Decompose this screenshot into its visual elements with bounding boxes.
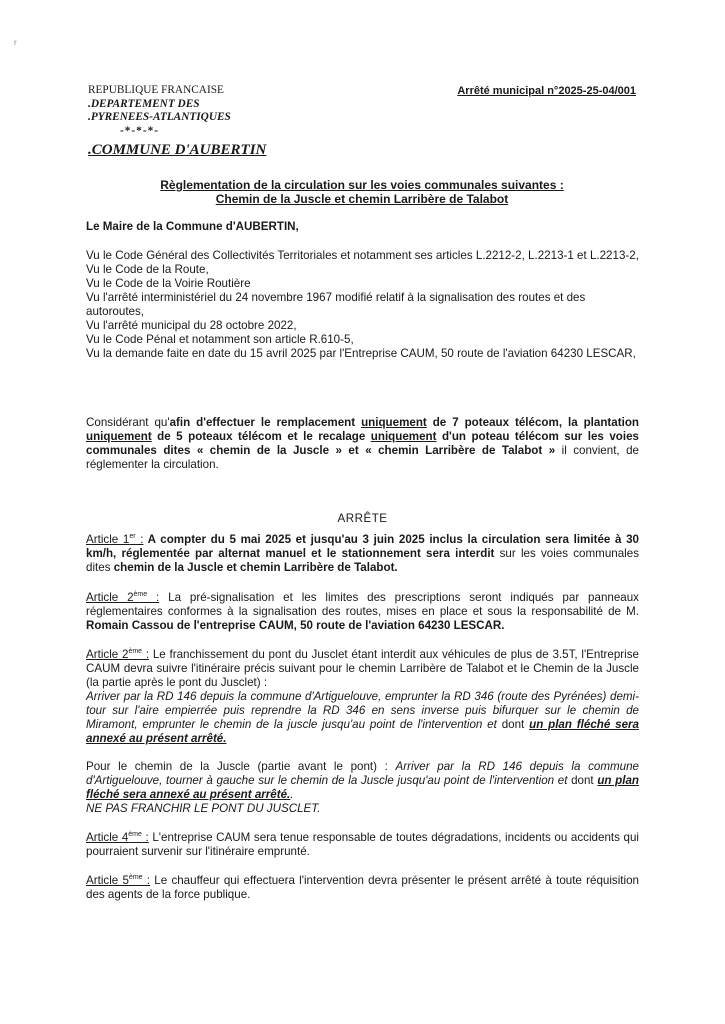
article-1: Article 1er : A compter du 5 mai 2025 et jusqu'au 3 juin 2025 inclus la circulation sera limitée à 30 km/h, réglementée par alternat manuel et le stationnement sera interdit sur les voies communales dites chemin de la Juscle et chemin Larribère de Talabot. bbox=[86, 533, 639, 574]
article-label: Article 1er : bbox=[86, 533, 144, 546]
article-5: Article 5ème : Le chauffeur qui effectuera l'intervention devra présenter le présent arrêté à toute réquisition des agents de la force publique. bbox=[86, 874, 639, 901]
article-label: Article 2ème : bbox=[86, 591, 160, 604]
header-department: .DEPARTEMENT DES bbox=[88, 97, 200, 110]
vu-item: Vu l'arrêté municipal du 28 octobre 2022, bbox=[86, 319, 297, 332]
bridge-warning: NE PAS FRANCHIR LE PONT DU JUSCLET. bbox=[86, 802, 321, 815]
vu-item: Vu le Code de la Route, bbox=[86, 263, 209, 276]
header-republic: REPUBLIQUE FRANCAISE bbox=[88, 84, 224, 96]
header-separator: -*-*-*- bbox=[120, 124, 159, 137]
vu-item: Vu le Code Général des Collectivités Territoriales et notamment ses articles L.2212-2, L.2213-1 et L.2213-2, bbox=[86, 249, 639, 262]
maire-heading: Le Maire de la Commune d'AUBERTIN, bbox=[86, 220, 299, 233]
article-label: Article 5ème : bbox=[86, 874, 151, 887]
corner-mark: r bbox=[14, 38, 17, 47]
title-line-2: Chemin de la Juscle et chemin Larribère de Talabot bbox=[215, 192, 509, 206]
vu-list bbox=[86, 249, 639, 361]
article-3-route: Arriver par la RD 146 depuis la commune d'Artiguelouve, emprunter la RD 346 (route des Pyrénées) demi-tour sur l'aire empierrée puis reprendre la RD 346 en sens inverse puis bifurquer sur le chemin de Miramont, emprunter le chemin de la juscle jusqu'au point de l'intervention et dont un plan fléché sera annexé au présent arrêté. bbox=[86, 690, 639, 745]
arrete-heading: ARRÊTE bbox=[337, 512, 388, 525]
article-3-juscle-route: Pour le chemin de la Juscle (partie avant le pont) : Arriver par la RD 146 depuis la commune d'Artiguelouve, tourner à gauche sur le chemin de la Juscle jusqu'au point de l'intervention et dont un plan fléché sera annexé au présent arrêté.. bbox=[86, 760, 639, 801]
article-2: Article 2ème : La pré-signalisation et les limites des prescriptions seront indiqués par panneaux réglementaires conformes à la signalisation des routes, mises en place et sous la responsabilité de M. Romain Cassou de l'entreprise CAUM, 50 route de l'aviation 64230 LESCAR. bbox=[86, 591, 639, 632]
article-3-continued bbox=[86, 760, 639, 816]
decree-reference: Arrêté municipal n°2025-25-04/001 bbox=[457, 85, 636, 97]
header-region: .PYRENEES-ATLANTIQUES bbox=[88, 111, 231, 123]
article-label: Article 4ème : bbox=[86, 831, 149, 844]
article-4: Article 4ème : L'entreprise CAUM sera tenue responsable de toutes dégradations, incidents ou accidents qui pourraient survenir sur l'itinéraire emprunté. bbox=[86, 831, 639, 858]
document-title bbox=[60, 178, 664, 206]
article-label: Article 2ème : bbox=[86, 648, 150, 661]
article-3-intro: Article 2ème : Le franchissement du pont du Jusclet étant interdit aux véhicules de plus de 3.5T, l'Entreprise CAUM devra suivre l'itinéraire précis suivant pour le chemin Larribère de Talabot et le Chemin de la Juscle (la partie après le pont du Jusclet) : bbox=[86, 648, 639, 689]
considerant-paragraph: Considérant qu'afin d'effectuer le remplacement uniquement de 7 poteaux télécom, la plantation uniquement de 5 poteaux télécom et le recalage uniquement d'un poteau télécom sur les voies communales dites « chemin de la Juscle » et « chemin Larribère de Talabot » il convient, de réglementer la circulation. bbox=[86, 416, 639, 471]
commune-name: .COMMUNE D'AUBERTIN bbox=[88, 142, 267, 158]
vu-item: Vu la demande faite en date du 15 avril 2025 par l'Entreprise CAUM, 50 route de l'aviation 64230 LESCAR, bbox=[86, 347, 636, 360]
vu-item: Vu le Code de la Voirie Routière bbox=[86, 277, 251, 290]
title-line-1: Règlementation de la circulation sur les voies communales suivantes : bbox=[160, 178, 564, 192]
article-3 bbox=[86, 648, 639, 746]
vu-item: Vu le Code Pénal et notamment son article R.610-5, bbox=[86, 333, 354, 346]
vu-item: Vu l'arrêté interministériel du 24 novembre 1967 modifié relatif à la signalisation des routes et des autoroutes, bbox=[86, 291, 586, 318]
administrative-header bbox=[88, 84, 231, 138]
